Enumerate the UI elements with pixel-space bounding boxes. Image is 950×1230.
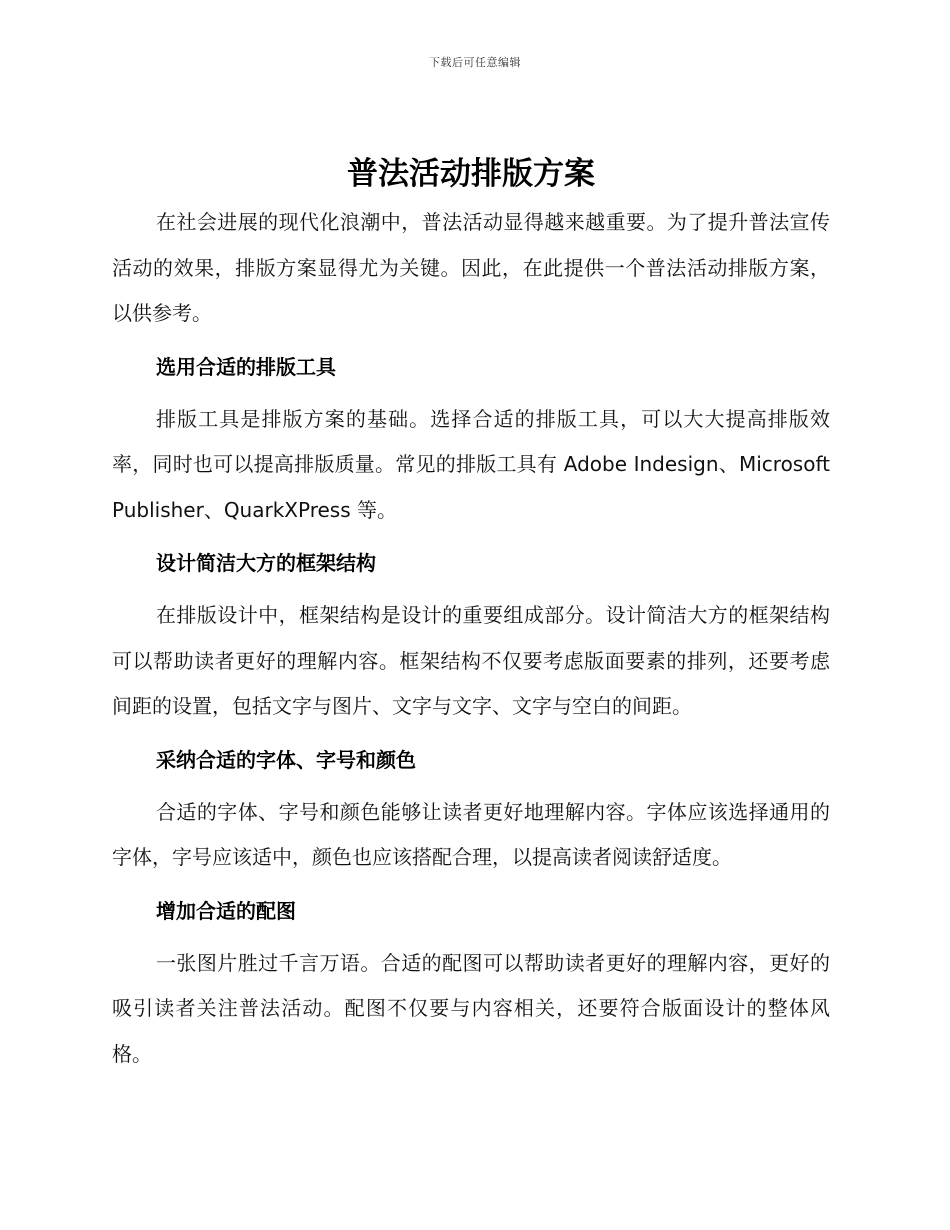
page-header-note: 下载后可任意编辑 — [429, 56, 521, 69]
document-title: 普法活动排版方案 — [347, 156, 595, 192]
section-paragraph-tools: 排版工具是排版方案的基础。选择合适的排版工具，可以大大提高排版效率，同时也可以提高排版质量。常见的排版工具有 Adobe Indesign、Microsoft Publisher、QuarkXPress 等。 — [112, 406, 830, 522]
section-heading-framework: 设计简洁大方的框架结构 — [156, 551, 376, 575]
section-paragraph-images: 一张图片胜过千言万语。合适的配图可以帮助读者更好的理解内容，更好的吸引读者关注普法活动。配图不仅要与内容相关，还要符合版面设计的整体风格。 — [112, 950, 830, 1066]
section-paragraph-framework: 在排版设计中，框架结构是设计的重要组成部分。设计简洁大方的框架结构可以帮助读者更好的理解内容。框架结构不仅要考虑版面要素的排列，还要考虑间距的设置，包括文字与图片、文字与文字、文字与空白的间距。 — [112, 603, 830, 718]
section-heading-typography: 采纳合适的字体、字号和颜色 — [156, 747, 416, 772]
section-paragraph-typography: 合适的字体、字号和颜色能够让读者更好地理解内容。字体应该选择通用的字体，字号应该适中，颜色也应该搭配合理，以提高读者阅读舒适度。 — [112, 799, 830, 869]
intro-paragraph: 在社会进展的现代化浪潮中，普法活动显得越来越重要。为了提升普法宣传活动的效果，排版方案显得尤为关键。因此，在此提供一个普法活动排版方案，以供参考。 — [112, 210, 830, 325]
section-heading-images: 增加合适的配图 — [156, 898, 296, 923]
document-body — [112, 148, 830, 1077]
section-heading-tools: 选用合适的排版工具 — [156, 354, 336, 379]
